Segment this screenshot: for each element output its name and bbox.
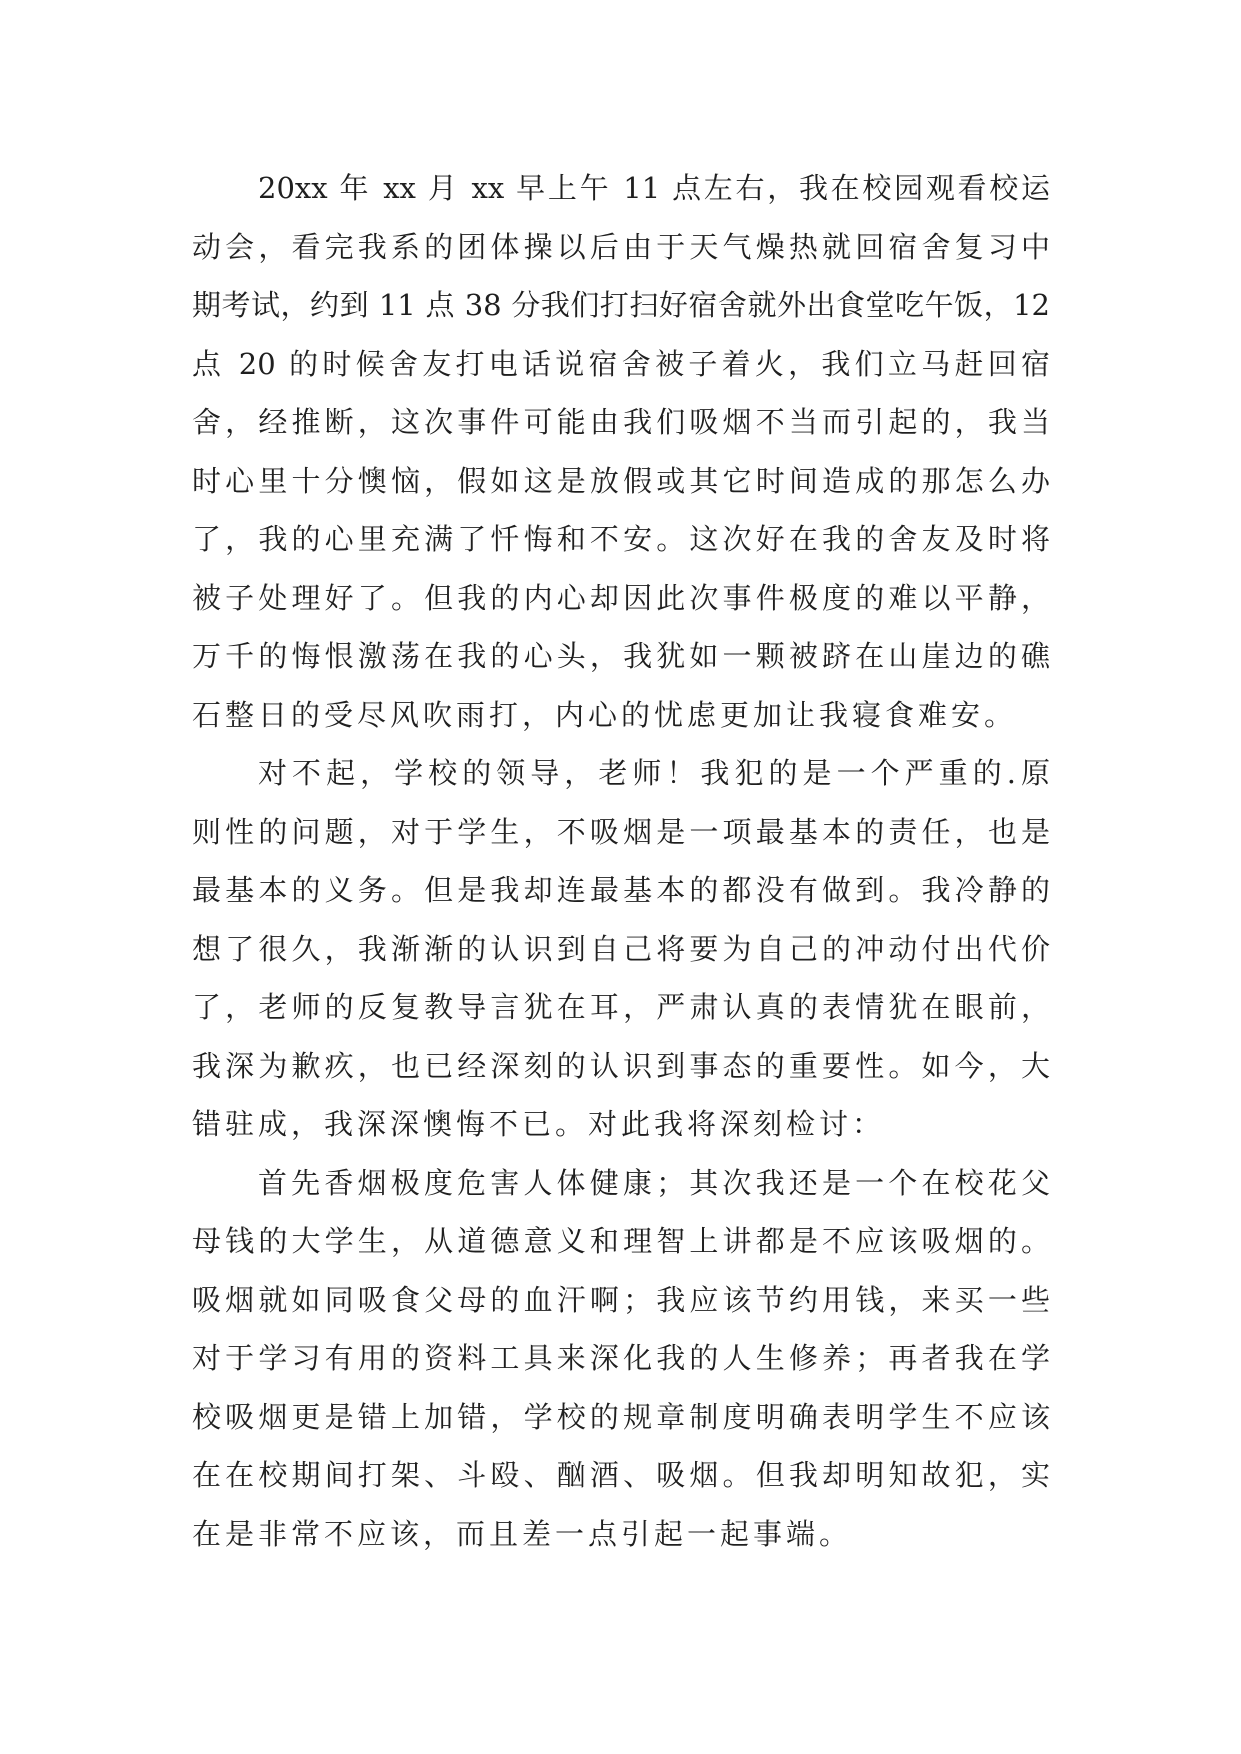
text-line: 在是非常不应该，而且差一点引起一起事端。 bbox=[192, 1516, 853, 1551]
text-line: 最基本的义务。但是我却连最基本的都没有做到。我冷静的 bbox=[192, 873, 1050, 907]
text-line: 则性的问题，对于学生，不吸烟是一项最基本的责任，也是 bbox=[192, 814, 1050, 849]
text-line: 点 20 的时候舍友打电话说宿舍被子着火，我们立马赶回宿 bbox=[192, 346, 1050, 381]
text-line: 了，我的心里充满了忏悔和不安。这次好在我的舍友及时将 bbox=[192, 522, 1050, 556]
text-line: 我深为歉疚，也已经深刻的认识到事态的重要性。如今，大 bbox=[192, 1048, 1050, 1083]
text-line: 对不起，学校的领导，老师！我犯的是一个严重的.原 bbox=[258, 756, 1050, 790]
text-line: 期考试，约到 11 点 38 分我们打扫好宿舍就外出食堂吃午饭，12 bbox=[192, 288, 1050, 322]
text-line: 时心里十分懊恼，假如这是放假或其它时间造成的那怎么办 bbox=[192, 463, 1050, 498]
text-line: 20xx 年 xx 月 xx 早上午 11 点左右，我在校园观看校运 bbox=[258, 171, 1050, 205]
paragraph-apology bbox=[192, 744, 1050, 1154]
text-line: 吸烟就如同吸食父母的血汗啊；我应该节约用钱，来买一些 bbox=[192, 1282, 1050, 1317]
paragraph-reflection bbox=[192, 1154, 1050, 1564]
text-line: 母钱的大学生，从道德意义和理智上讲都是不应该吸烟的。 bbox=[192, 1224, 1050, 1258]
text-line: 想了很久，我渐渐的认识到自己将要为自己的冲动付出代价 bbox=[192, 931, 1050, 966]
text-line: 动会，看完我系的团体操以后由于天气燥热就回宿舍复习中 bbox=[192, 229, 1050, 264]
text-line: 万千的悔恨激荡在我的心头，我犹如一颗被跻在山崖边的礁 bbox=[192, 639, 1050, 673]
text-line: 被子处理好了。但我的内心却因此次事件极度的难以平静， bbox=[192, 580, 1050, 615]
text-line: 错驻成，我深深懊悔不已。对此我将深刻检讨： bbox=[192, 1107, 886, 1141]
document-body bbox=[192, 159, 1050, 1563]
text-line: 首先香烟极度危害人体健康；其次我还是一个在校花父 bbox=[258, 1165, 1050, 1200]
text-line: 舍，经推断，这次事件可能由我们吸烟不当而引起的，我当 bbox=[192, 405, 1050, 439]
text-line: 对于学习有用的资料工具来深化我的人生修养；再者我在学 bbox=[192, 1341, 1050, 1375]
text-line: 校吸烟更是错上加错，学校的规章制度明确表明学生不应该 bbox=[192, 1399, 1050, 1434]
text-line: 石整日的受尽风吹雨打，内心的忧虑更加让我寝食难安。 bbox=[192, 697, 1018, 732]
paragraph-incident bbox=[192, 159, 1050, 744]
text-line: 在在校期间打架、斗殴、酗酒、吸烟。但我却明知故犯，实 bbox=[192, 1458, 1050, 1492]
text-line: 了，老师的反复教导言犹在耳，严肃认真的表情犹在眼前， bbox=[192, 990, 1050, 1024]
